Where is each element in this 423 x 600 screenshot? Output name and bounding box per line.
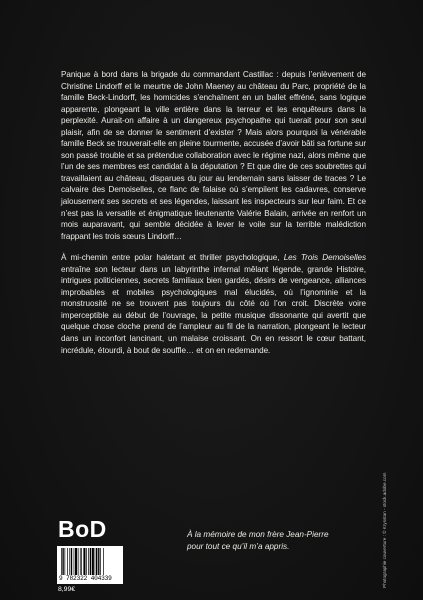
price: 8,99€ xyxy=(58,586,76,593)
publisher-logo: BoD xyxy=(58,516,107,542)
blurb xyxy=(61,69,366,366)
blurb-paragraph-2-rest: entraîne son lecteur dans un labyrinthe infernal mêlant légende, grande Histoire, intrigues politiciennes, secrets familiaux bien gardés, désirs de vengeance, alliances improbables et mobiles psychologiques mal élucidés, où l’ignominie et la monstruosité ne se trouvent pas toujours du côté où l’on croit. Discrète voire imperceptible au début de l’ouvrage, la petite musique dissonante qui avertit que quelque chose cloche prend de l’ampleur au fil de la narration, plongeant le lecteur dans un inconfort lancinant, un malaise croissant. On en ressort le cœur battant, incrédule, étourdi, à bout de souffle… et on en redemande. xyxy=(61,264,366,355)
dedication xyxy=(187,529,367,552)
isbn: 9 782322 404339 xyxy=(59,575,112,582)
blurb-paragraph-2-intro: À mi-chemin entre polar haletant et thriller psychologique, xyxy=(61,253,284,263)
dedication-line-1: À la mémoire de mon frère Jean-Pierre xyxy=(187,530,329,539)
photo-credit: Photographie couverture : © Krysstan - stock.adobe.com xyxy=(382,472,387,588)
blurb-paragraph-2 xyxy=(61,252,366,356)
barcode-bars xyxy=(61,548,119,575)
blurb-paragraph-1: Panique à bord dans la brigade du commandant Castillac : depuis l’enlèvement de Christine Lindorff et le meurtre de John Maeney au château du Parc, propriété de la famille Beck-Lindorff, les homicides s’enchaînent en un ballet effréné, sans logique apparente, plongeant la ville entière dans la terreur et les enquêteurs dans la perplexité. Aurait-on affaire à un dangereux psychopathe qui tuerait pour son seul plaisir, afin de se donner le sentiment d’exister ? Mais alors pourquoi la vénérable famille Beck se trouverait-elle en pleine tourmente, accusée d’avoir bâti sa fortune sur son passé trouble et sa prétendue collaboration avec le régime nazi, alors même que l’un de ses membres est candidat à la députation ? Et que dire de ces soubrettes qui travaillaient au château, disparues du jour au lendemain sans laisser de traces ? Le calvaire des Demoiselles, ce flanc de falaise où s’empilent les cadavres, conserve jalousement ses secrets et ses légendes, laissant les inspecteurs sur leur faim. Et ce n’est pas la versatile et énigmatique lieutenante Valérie Balain, arrivée en renfort un mois auparavant, qui semble décidée à lever le voile sur la terrible malédiction frappant les trois sœurs Lindorff… xyxy=(61,70,366,241)
barcode xyxy=(57,546,123,584)
dedication-line-2: pour tout ce qu’il m’a appris. xyxy=(187,541,290,551)
book-title: Les Trois Demoiselles xyxy=(283,253,366,263)
